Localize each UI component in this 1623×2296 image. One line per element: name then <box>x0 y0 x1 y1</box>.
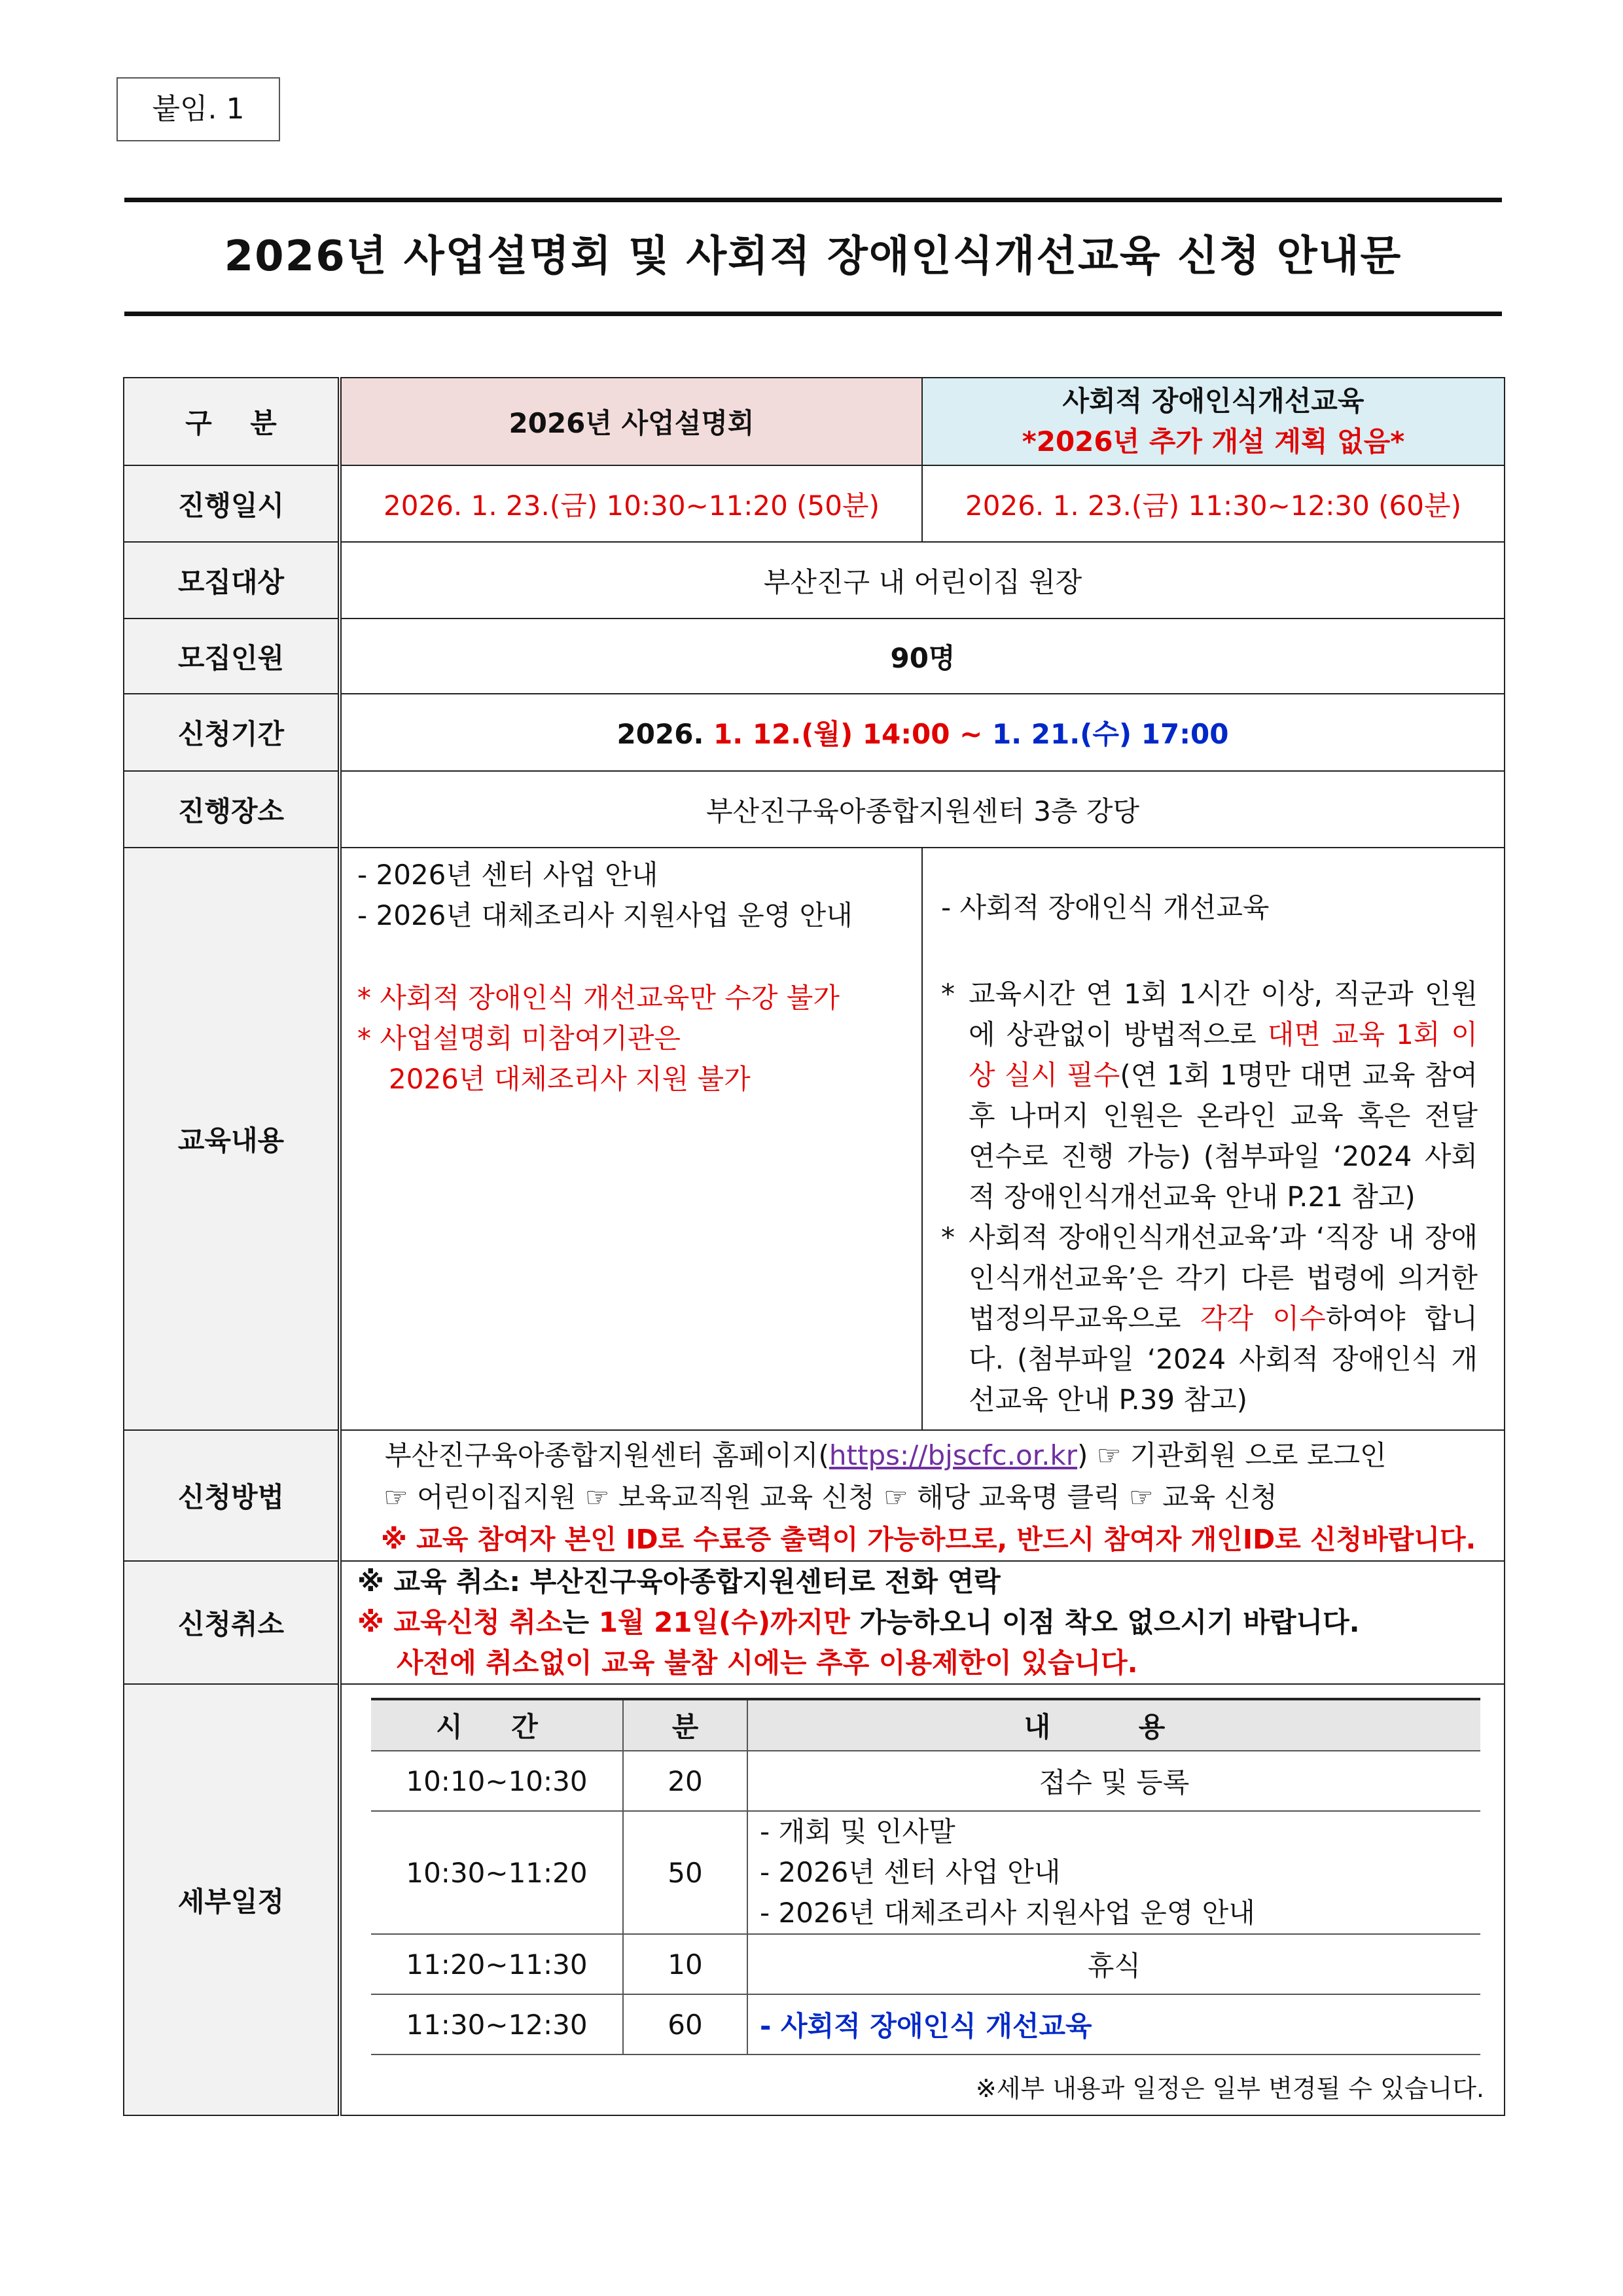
date-briefing: 2026. 1. 23.(금) 10:30~11:20 (50분) <box>340 465 922 542</box>
schedule-header-time: 시 간 <box>371 1699 623 1751</box>
cancel-label: 신청취소 <box>124 1561 340 1684</box>
count-label: 모집인원 <box>124 619 340 694</box>
date-label: 진행일시 <box>124 465 340 542</box>
schedule-row-4: 11:30~12:30 60 - 사회적 장애인식 개선교육 <box>371 1994 1480 2054</box>
schedule-row-2: 10:30~11:20 50 - 개회 및 인사말 - 2026년 센터 사업 안내 - 2026년 대체조리사 지원사업 운영 안내 <box>371 1811 1480 1934</box>
schedule-label: 세부일정 <box>124 1684 340 2115</box>
header-briefing: 2026년 사업설명회 <box>340 378 922 465</box>
period-row <box>124 694 1505 771</box>
date-disability-edu: 2026. 1. 23.(금) 11:30~12:30 (60분) <box>922 465 1505 542</box>
header-disability-edu: 사회적 장애인식개선교육 *2026년 추가 개설 계획 없음* <box>922 378 1505 465</box>
schedule-table <box>371 1698 1480 2055</box>
place-label: 진행장소 <box>124 771 340 848</box>
schedule-note: ※세부 내용과 일정은 일부 변경될 수 있습니다. <box>975 2074 1484 2103</box>
schedule-row-1: 10:10~10:30 20 접수 및 등록 <box>371 1751 1480 1811</box>
homepage-link[interactable]: https://bjscfc.or.kr <box>829 1439 1078 1471</box>
info-table <box>123 377 1505 2116</box>
title-top-rule <box>124 198 1502 202</box>
place-row <box>124 771 1505 848</box>
apply-row <box>124 1430 1505 1561</box>
page-title: 2026년 사업설명회 및 사회적 장애인식개선교육 신청 안내문 <box>224 232 1402 281</box>
period-value: 2026. 1. 12.(월) 14:00 ~ 1. 21.(수) 17:00 <box>340 694 1505 771</box>
cancel-row <box>124 1561 1505 1684</box>
target-label: 모집대상 <box>124 542 340 619</box>
header-row <box>124 378 1505 465</box>
date-row <box>124 465 1505 542</box>
schedule-row <box>124 1684 1505 2115</box>
apply-value: 부산진구육아종합지원센터 홈페이지(https://bjscfc.or.kr) ☞ 기관회원 으로 로그인 ☞ 어린이집지원 ☞ 보육교직원 교육 신청 ☞ 해당 교육명 클릭 ☞ 교육 신청 ※ 교육 참여자 본인 ID로 수료증 출력이 가능하므로, 반드시 참여자 개인ID로 신청바랍니다. <box>340 1430 1505 1561</box>
content-row <box>124 848 1505 1430</box>
header-label: 구 분 <box>124 378 340 465</box>
count-row <box>124 619 1505 694</box>
place-value: 부산진구육아종합지원센터 3층 강당 <box>340 771 1505 848</box>
content-disability-edu: - 사회적 장애인식 개선교육 * 교육시간 연 1회 1시간 이상, 직군과 인원에 상관없이 방법적으로 대면 교육 1회 이상 실시 필수(연 1회 1명만 대면 교육 참여 후 나머지 인원은 온라인 교육 혹은 전달 연수로 진행 가능) (첨부파일 ‘2024 사회적 장애인식개선교육 안내 P.21 참고) * 사회적 장애인식개선교육’과 ‘직장 내 장애 인식개선교육’은 각기 다른 법령에 의거한 법정의무교육으로 각각 이수하여야 합니다. (첨부파일 ‘2024 사회적 장애인식 개선교육 안내 P.39 참고) <box>922 848 1505 1430</box>
title-bottom-rule <box>124 312 1502 316</box>
content-label: 교육내용 <box>124 848 340 1430</box>
attachment-label: 붙임. 1 <box>116 77 280 141</box>
content-briefing: - 2026년 센터 사업 안내 - 2026년 대체조리사 지원사업 운영 안내 * 사회적 장애인식 개선교육만 수강 불가 * 사업설명회 미참여기관은 2026년 대체조리사 지원 불가 <box>340 848 922 1430</box>
target-row <box>124 542 1505 619</box>
schedule-header-content: 내 용 <box>747 1699 1480 1751</box>
apply-label: 신청방법 <box>124 1430 340 1561</box>
schedule-header-min: 분 <box>623 1699 747 1751</box>
target-value: 부산진구 내 어린이집 원장 <box>340 542 1505 619</box>
period-label: 신청기간 <box>124 694 340 771</box>
cancel-value: ※ 교육 취소: 부산진구육아종합지원센터로 전화 연락 ※ 교육신청 취소는 1월 21일(수)까지만 가능하오니 이점 착오 없으시기 바랍니다. 사전에 취소없이 교육 불참 시에는 추후 이용제한이 있습니다. <box>340 1561 1505 1684</box>
count-value: 90명 <box>340 619 1505 694</box>
schedule-header <box>371 1699 1480 1751</box>
schedule-row-3: 11:20~11:30 10 휴식 <box>371 1934 1480 1994</box>
schedule-cell <box>340 1684 1505 2115</box>
